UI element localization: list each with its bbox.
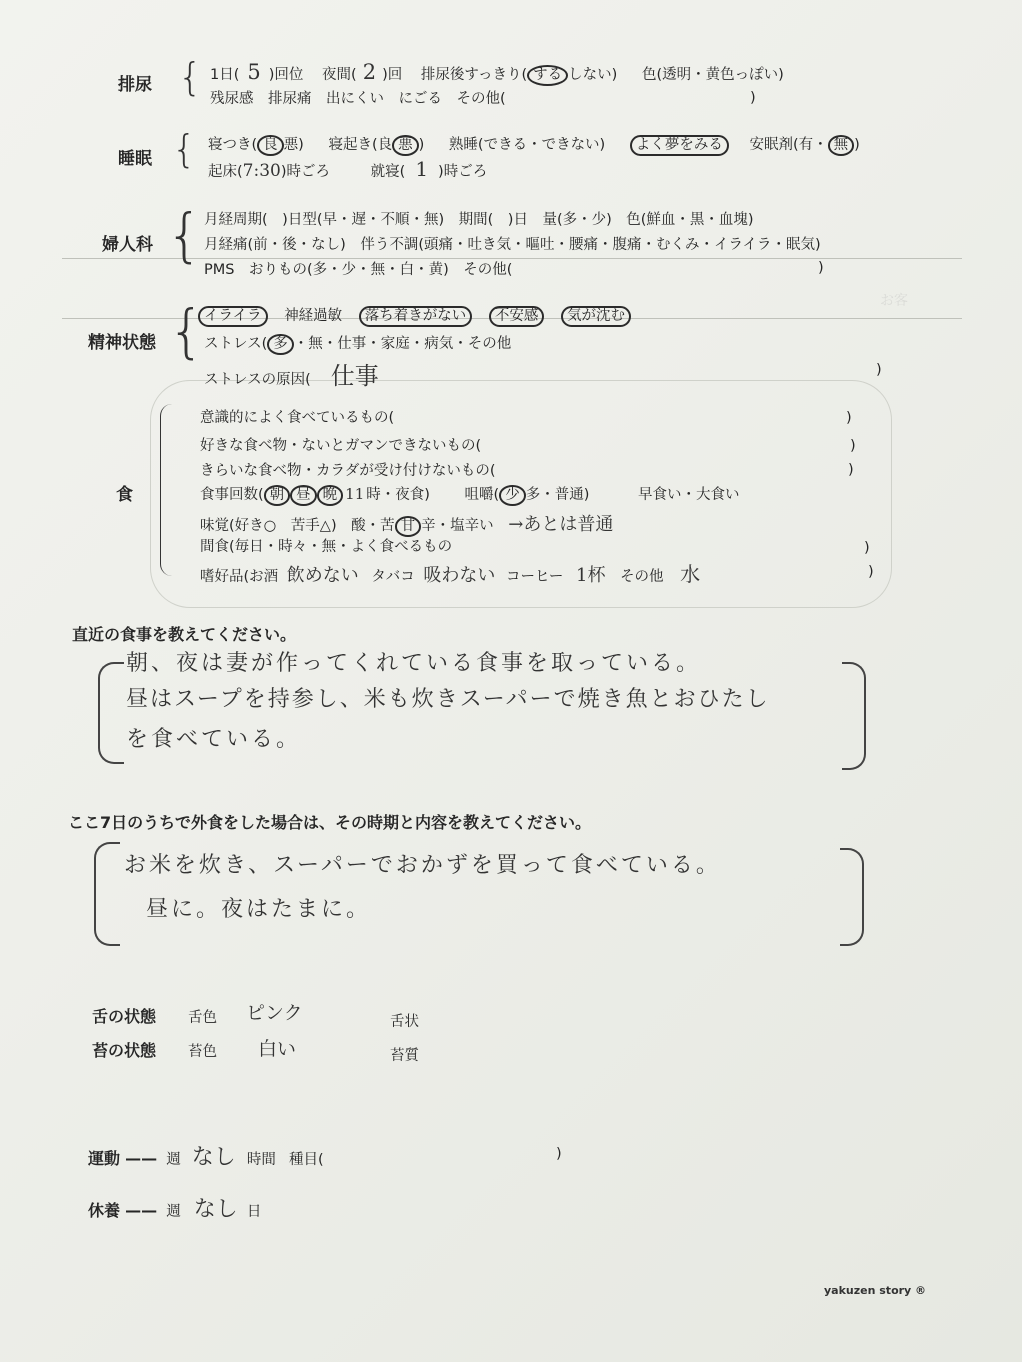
urine-label: 排尿 — [118, 75, 152, 95]
food-pref-prefix: 嗜好品(お酒 — [200, 569, 279, 585]
food-label: 食 — [116, 485, 133, 505]
recent-meal-right-bracket — [842, 662, 866, 770]
exercise-dash: —— — [125, 1149, 158, 1168]
sleep-onset-circled: 良 — [257, 135, 284, 156]
urine-per-day-suffix: )回位 — [268, 67, 304, 83]
food-meal-morning-circled: 朝 — [264, 485, 291, 506]
tongue-color-value: ピンク — [246, 1002, 303, 1024]
food-meals-prefix: 食事回数( — [200, 487, 264, 503]
gyn-label: 婦人科 — [102, 235, 153, 255]
sleep-onset-prefix: 寝つき( — [208, 137, 258, 153]
urine-per-day-prefix: 1日( — [210, 67, 240, 83]
urine-brace: { — [178, 55, 203, 99]
exercise-type-label: 種目( — [289, 1152, 324, 1168]
coating-label: 苔の状態 — [92, 1041, 157, 1060]
food-pref-other-label: その他 — [620, 569, 664, 585]
sleep-dream-circled: よく夢をみる — [630, 135, 729, 156]
urine-line-1 — [210, 60, 784, 86]
food-taste-note: →あとは普通 — [508, 514, 614, 535]
sleep-rise-suffix: )時ごろ — [280, 164, 331, 180]
eating-out-left-bracket — [94, 842, 120, 946]
recent-meal-line-3: を食べている。 — [126, 727, 302, 752]
rest-dash: —— — [125, 1201, 158, 1220]
mental-stress-prefix: ストレス( — [204, 336, 268, 352]
urine-close-paren: ) — [750, 90, 756, 106]
sleep-bed-suffix: )時ごろ — [438, 164, 488, 180]
mental-irritable-circled: イライラ — [198, 306, 268, 327]
gyn-line-1: 月経周期( )日型(早・遅・不順・無) 期間( )日 量(多・少) 色(鮮血・黒・血塊) — [204, 212, 754, 228]
food-pref-other: 水 — [680, 562, 701, 586]
food-pref-tobacco: 吸わない — [423, 565, 496, 586]
tongue-color-label: 舌色 — [188, 1010, 217, 1026]
show-through-text: お客 — [880, 293, 908, 309]
rest-day-label: 日 — [246, 1204, 262, 1220]
urine-night-prefix: 夜間( — [322, 67, 357, 83]
urine-other-symptoms: 残尿感 排尿痛 出にくい にごる その他( — [210, 91, 506, 107]
eating-out-line-2: 昼に。夜はたまに。 — [146, 897, 372, 922]
sleep-rise-prefix: 起床( — [208, 164, 243, 180]
eating-out-line-1: お米を炊き、スーパーでおかずを買って食べている。 — [124, 853, 721, 878]
tongue-shape-label: 舌状 — [390, 1014, 419, 1030]
rest-value: なし — [193, 1197, 238, 1222]
mental-line-3 — [204, 356, 379, 391]
food-taste-circled: 甘 — [395, 516, 422, 537]
food-pref-tobacco-label: タバコ — [371, 569, 415, 585]
recent-meal-line-2: 昼はスープを持参し、米も炊きスーパーで焼き魚とおひたし — [126, 687, 770, 712]
rest-line — [88, 1192, 261, 1223]
food-snack-close: ) — [864, 540, 870, 556]
food-pref-alcohol: 飲めない — [286, 565, 359, 586]
eating-out-question: ここ7日のうちで外食をした場合は、その時期と内容を教えてください。 — [68, 813, 591, 832]
urine-per-day-value: 5 — [247, 60, 261, 84]
mental-line-2 — [204, 332, 511, 355]
coating-quality-label: 苔質 — [390, 1048, 419, 1064]
food-chew-suffix: 多・普通) — [525, 487, 590, 503]
food-meal-night-circled: 晩 — [317, 485, 344, 506]
urine-night-value: 2 — [362, 60, 377, 84]
urine-color: 色(透明・黄色っぽい) — [641, 67, 784, 83]
mental-brace: { — [168, 297, 205, 365]
sleep-brace: { — [172, 127, 197, 171]
eating-out-right-bracket — [840, 848, 864, 946]
urine-after-circled: する — [527, 65, 568, 86]
sleep-onset-suffix: 悪) — [283, 137, 304, 153]
food-pref-coffee-label: コーヒー — [505, 569, 564, 585]
food-taste-line — [200, 510, 613, 537]
food-pref-line — [200, 558, 700, 587]
brand-footer: yakuzen story ® — [824, 1284, 927, 1297]
food-brace — [160, 404, 183, 576]
exercise-time-label: 時間 — [246, 1152, 276, 1168]
sleep-line-2 — [208, 157, 487, 181]
recent-meal-left-bracket — [98, 662, 124, 764]
sleep-line-1 — [208, 133, 860, 156]
sleep-rise-value: 7:30 — [242, 161, 281, 181]
rest-week: 週 — [166, 1204, 181, 1220]
food-taste-suffix: 辛・塩辛い — [421, 518, 494, 534]
mental-cause-value: 仕事 — [330, 362, 379, 390]
mental-cause-close: ) — [876, 362, 882, 378]
exercise-label: 運動 — [88, 1149, 121, 1168]
food-dislikes-close: ) — [848, 462, 854, 478]
mental-cause-prefix: ストレスの原因( — [204, 372, 311, 388]
mental-label: 精神状態 — [88, 333, 156, 353]
gyn-line-2: 月経痛(前・後・なし) 伴う不調(頭痛・吐き気・嘔吐・腰痛・腹痛・むくみ・イライラ・眠気) — [204, 237, 821, 253]
coating-color-label: 苔色 — [188, 1044, 217, 1060]
sleep-deep: 熟睡(できる・できない) — [448, 137, 606, 153]
rest-label: 休養 — [88, 1201, 121, 1220]
food-snack: 間食(毎日・時々・無・よく食べるもの — [200, 539, 453, 555]
urine-after-suffix: しない) — [568, 67, 618, 83]
sleep-wake-prefix: 寝起き(良 — [328, 137, 393, 153]
exercise-week: 週 — [166, 1152, 181, 1168]
sleep-wake-suffix: ) — [418, 137, 425, 153]
sleep-label: 睡眠 — [118, 149, 152, 169]
mental-anxious-circled: 不安感 — [489, 306, 545, 327]
sleep-bed-prefix: 就寝( — [370, 164, 406, 180]
sleep-pill-suffix: ) — [854, 137, 860, 153]
food-taste-prefix: 味覚(好き○ 苦手△) 酸・苦 — [200, 518, 395, 534]
sleep-pill-prefix: 安眠剤(有・ — [749, 137, 828, 153]
food-likes: 好きな食べ物・ないとガマンできないもの( — [200, 438, 482, 454]
food-pref-close: ) — [868, 564, 874, 580]
gyn-brace: { — [166, 201, 203, 269]
recent-meal-line-1: 朝、夜は妻が作ってくれている食事を取っている。 — [126, 651, 702, 676]
urine-line-2 — [210, 87, 506, 108]
gyn-close-paren: ) — [818, 260, 824, 276]
exercise-value: なし — [191, 1145, 236, 1170]
tongue-label: 舌の状態 — [92, 1007, 157, 1026]
sleep-bed-value: 1 — [415, 157, 429, 181]
food-speed: 早食い・大食い — [638, 487, 740, 503]
sleep-wake-circled: 悪 — [392, 135, 419, 156]
mental-line-1 — [198, 304, 631, 327]
mental-restless-circled: 落ち着きがない — [359, 306, 473, 327]
food-meals-suffix: 時・夜食) — [366, 487, 430, 503]
mental-stress-circled: 多 — [267, 334, 294, 355]
food-chew-prefix: 咀嚼( — [464, 487, 500, 503]
food-meals-line — [200, 483, 740, 506]
gyn-line-3: PMS おりもの(多・少・無・白・黄) その他( — [204, 262, 513, 278]
mental-nervous: 神経過敏 — [284, 308, 343, 324]
mental-depressed-circled: 気が沈む — [561, 306, 631, 327]
food-pref-coffee: 1杯 — [576, 565, 606, 586]
exercise-line — [88, 1140, 324, 1171]
mental-stress-suffix: ・無・仕事・家庭・病気・その他 — [293, 336, 512, 352]
urine-night-suffix: )回 — [382, 67, 403, 83]
urine-after-prefix: 排尿後すっきり( — [420, 67, 528, 83]
food-conscious-close: ) — [846, 410, 852, 426]
sleep-pill-circled: 無 — [828, 135, 855, 156]
food-conscious: 意識的によく食べているもの( — [200, 410, 395, 426]
food-dislikes: きらいな食べ物・カラダが受け付けないもの( — [200, 463, 496, 479]
coating-color-value: 白い — [258, 1038, 297, 1060]
food-likes-close: ) — [850, 438, 856, 454]
exercise-type-close: ) — [556, 1146, 562, 1162]
food-meal-hour: 11 — [345, 485, 365, 503]
food-chew-circled: 少 — [499, 485, 526, 506]
recent-meal-question: 直近の食事を教えてください。 — [72, 625, 297, 644]
food-meal-noon-circled: 昼 — [290, 485, 317, 506]
